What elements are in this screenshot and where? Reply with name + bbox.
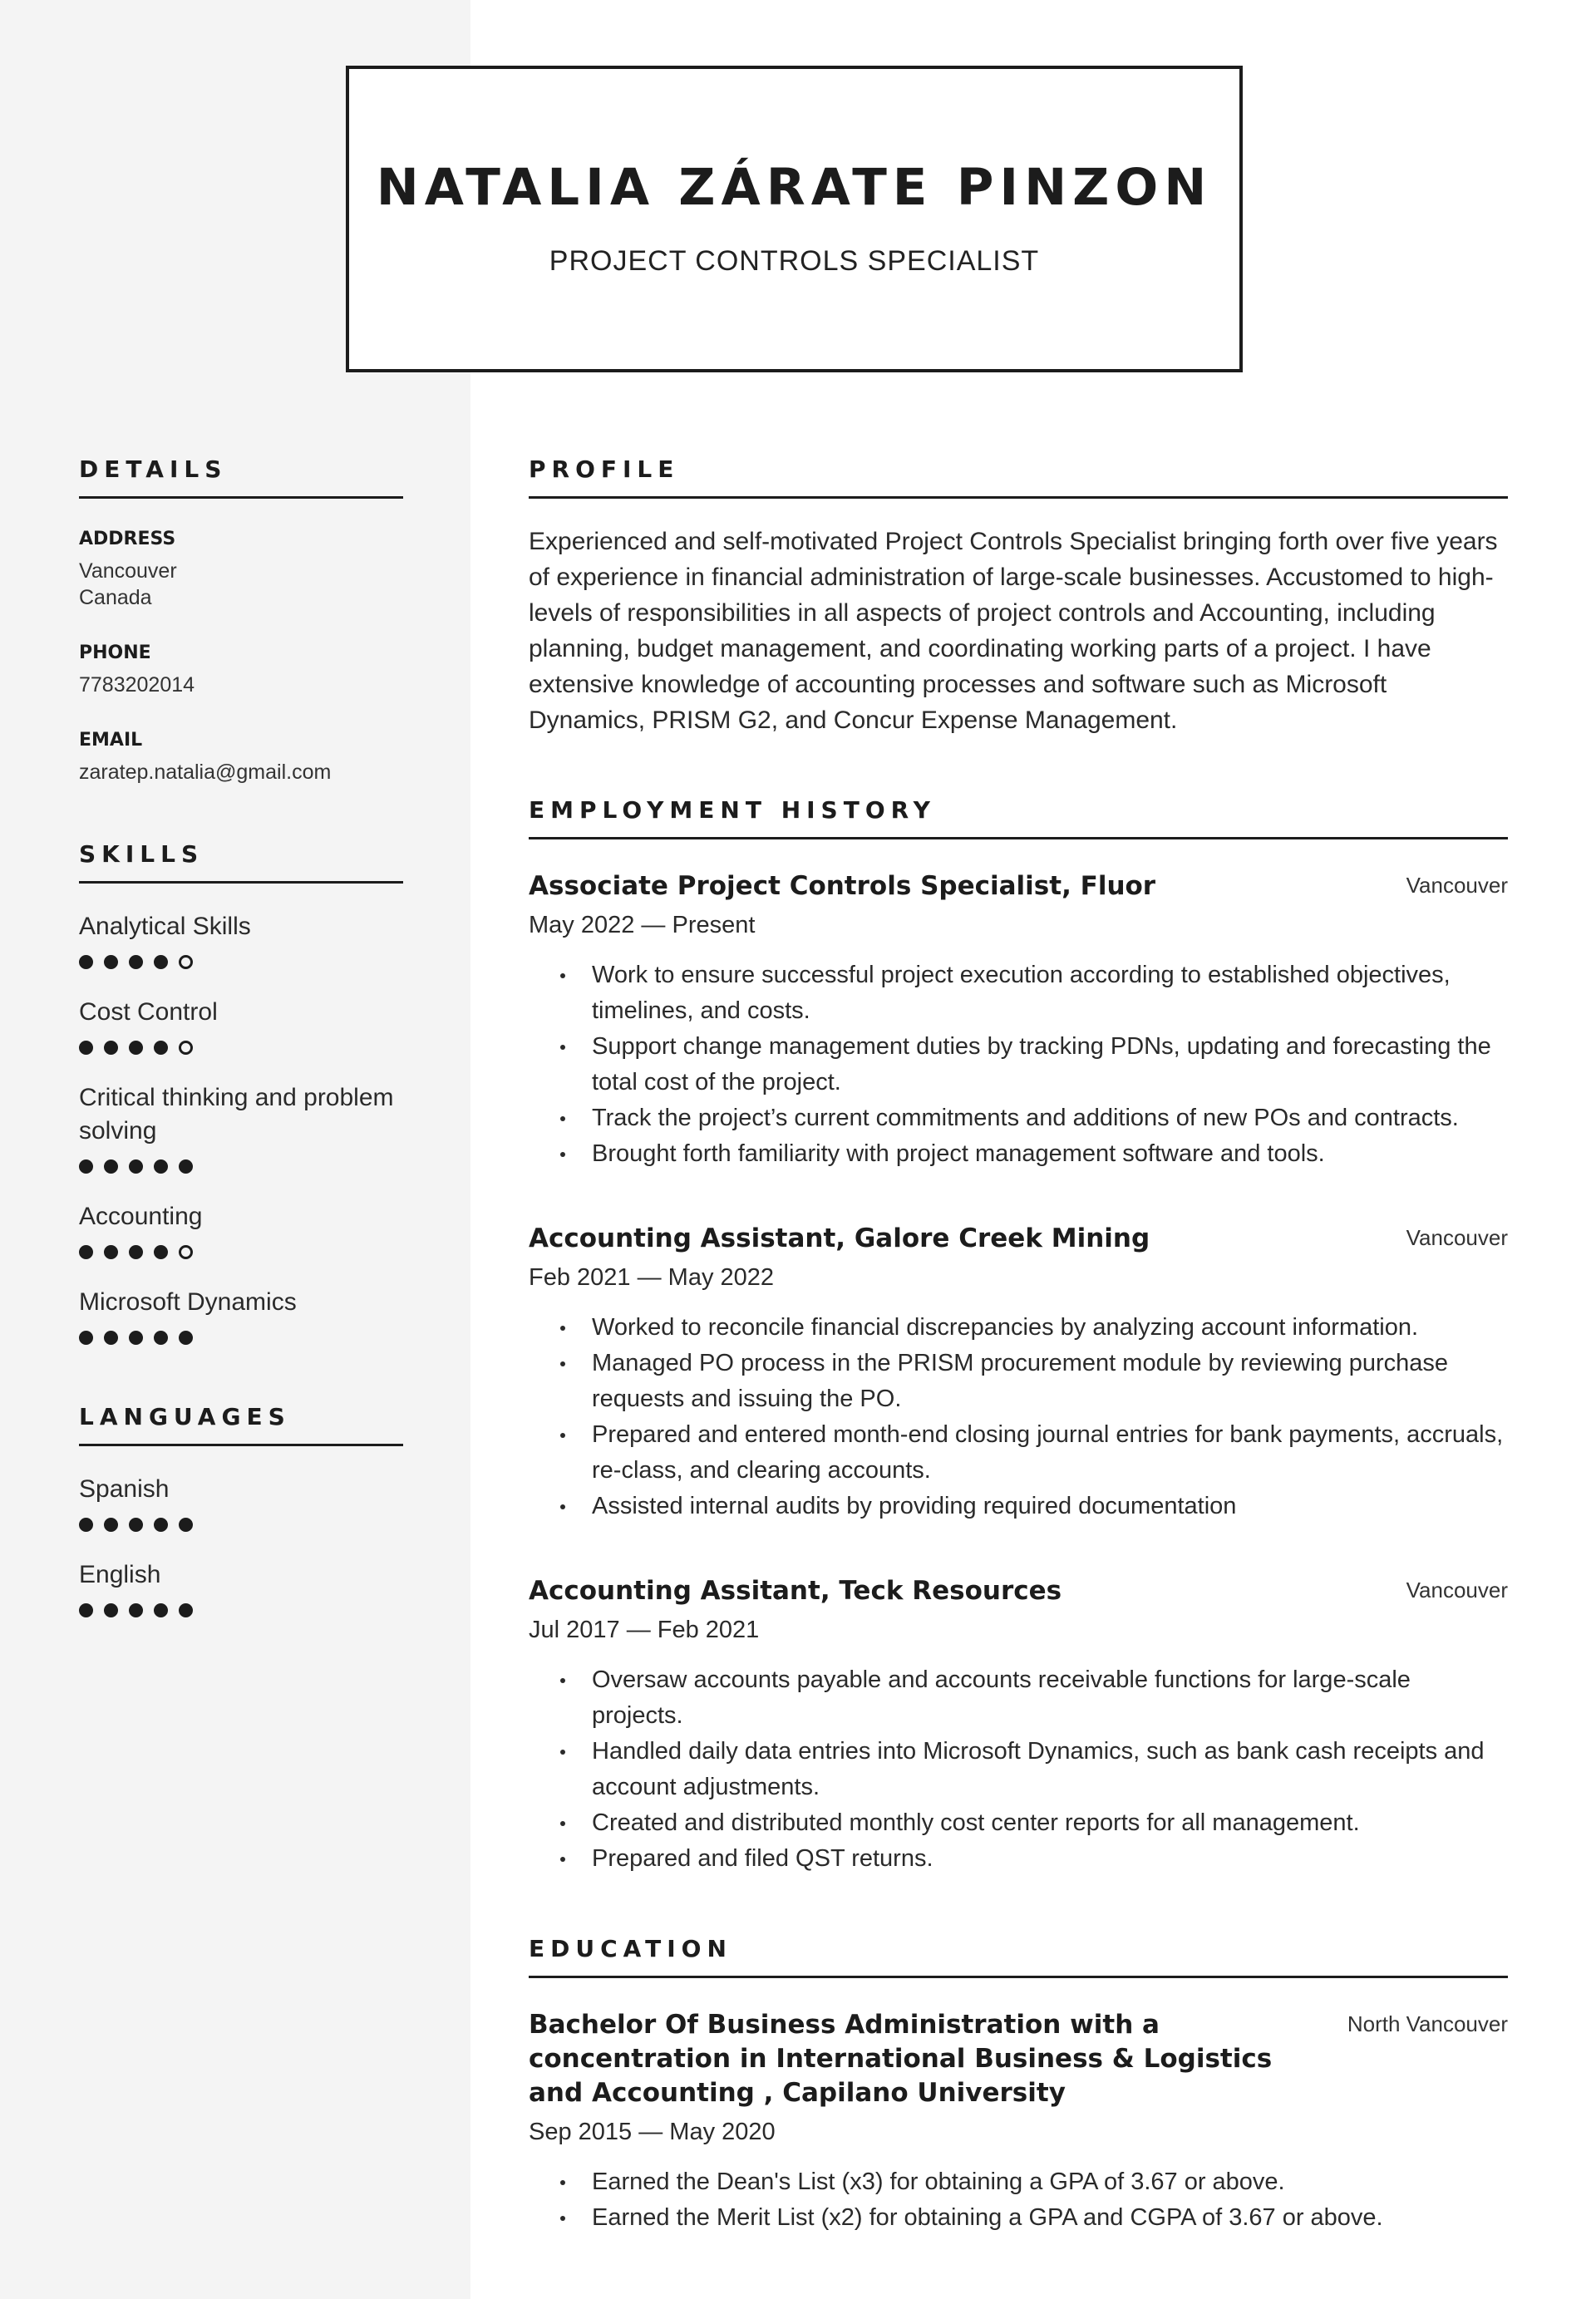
entry-title: Accounting Assistant, Galore Creek Mining <box>529 1223 1150 1253</box>
skill-item <box>79 1286 403 1345</box>
filled-dot-icon <box>154 1159 168 1174</box>
skills-heading: SKILLS <box>79 840 403 884</box>
entry <box>529 1574 1508 1877</box>
bullet-item: Assisted internal audits by providing required documentation <box>560 1489 1508 1524</box>
bullet-item: Worked to reconcile financial discrepancies by analyzing account information. <box>560 1310 1508 1346</box>
entry-bullets <box>529 1310 1508 1524</box>
entry-dates: Feb 2021 — May 2022 <box>529 1264 775 1291</box>
skill-name: Microsoft Dynamics <box>79 1288 297 1316</box>
filled-dot-icon <box>129 1518 143 1532</box>
entry-title: Accounting Assitant, Teck Resources <box>529 1576 1062 1606</box>
skill-name: Accounting <box>79 1203 203 1230</box>
bullet-item: Support change management duties by tracking PDNs, updating and forecasting the total cost of the project. <box>560 1029 1508 1100</box>
address-value <box>79 556 403 613</box>
entry-title: Bachelor Of Business Administration with a concentration in International Business & Logistics and Accounting , Capilano University <box>529 2010 1273 2108</box>
filled-dot-icon <box>104 1518 118 1532</box>
entry-bullets <box>529 958 1508 1172</box>
skill-item <box>79 1081 403 1174</box>
empty-dot-icon <box>179 1041 193 1055</box>
entry-location: Vancouver <box>1406 873 1508 898</box>
bullet-item: Brought forth familiarity with project management software and tools. <box>560 1136 1508 1172</box>
entry <box>529 2008 1508 2236</box>
rating-dots <box>79 1159 403 1174</box>
filled-dot-icon <box>104 1159 118 1174</box>
bullet-item: Prepared and entered month-end closing journal entries for bank payments, accruals, re-class, and clearing accounts. <box>560 1417 1508 1489</box>
bullet-item: Earned the Merit List (x2) for obtaining a GPA and CGPA of 3.67 or above. <box>560 2200 1508 2236</box>
entry-dates: May 2022 — Present <box>529 912 756 938</box>
filled-dot-icon <box>154 955 168 969</box>
filled-dot-icon <box>104 1041 118 1055</box>
education-heading: EDUCATION <box>529 1935 1508 1978</box>
entry-dates: Sep 2015 — May 2020 <box>529 2119 776 2145</box>
education-section <box>529 1935 1508 2236</box>
skill-item <box>79 996 403 1055</box>
employment-section <box>529 796 1508 1877</box>
filled-dot-icon <box>179 1518 193 1532</box>
sidebar <box>79 455 403 1617</box>
rating-dots <box>79 1518 403 1532</box>
filled-dot-icon <box>129 1603 143 1617</box>
skill-name: Critical thinking and problem solving <box>79 1084 394 1145</box>
bullet-item: Prepared and filed QST returns. <box>560 1841 1508 1877</box>
entry-location: Vancouver <box>1406 1578 1508 1602</box>
filled-dot-icon <box>104 955 118 969</box>
filled-dot-icon <box>79 955 93 969</box>
filled-dot-icon <box>104 1245 118 1259</box>
phone-value: 7783202014 <box>79 673 195 697</box>
entry-dates: Jul 2017 — Feb 2021 <box>529 1617 760 1643</box>
languages-heading: LANGUAGES <box>79 1403 403 1446</box>
entry-location: North Vancouver <box>1347 2011 1508 2036</box>
rating-dots <box>79 1603 403 1617</box>
filled-dot-icon <box>104 1331 118 1345</box>
empty-dot-icon <box>179 1245 193 1259</box>
entry-location: Vancouver <box>1406 1225 1508 1250</box>
rating-dots <box>79 955 403 969</box>
empty-dot-icon <box>179 955 193 969</box>
filled-dot-icon <box>79 1331 93 1345</box>
skill-item <box>79 1200 403 1259</box>
filled-dot-icon <box>154 1331 168 1345</box>
entry-bullets <box>529 2164 1508 2236</box>
rating-dots <box>79 1245 403 1259</box>
language-item <box>79 1558 403 1617</box>
filled-dot-icon <box>179 1331 193 1345</box>
address-line-1: Vancouver <box>79 559 177 583</box>
entry-header <box>529 1574 1508 1608</box>
entry-header <box>529 2008 1508 2110</box>
education-list <box>529 2008 1508 2236</box>
profile-text: Experienced and self-motivated Project Controls Specialist bringing forth over five years of experience in financial administration of large-scale businesses. Accustomed to high-levels of responsibilities in all aspects of project controls and Accounting, including planning, budget management, and coordinating working parts of a project. I have extensive knowledge of accounting processes and software such as Microsoft Dynamics, PRISM G2, and Concur Expense Management. <box>529 528 1498 734</box>
skills-list <box>79 910 403 1345</box>
skills-section <box>79 840 403 1345</box>
filled-dot-icon <box>79 1245 93 1259</box>
bullet-item: Managed PO process in the PRISM procurement module by reviewing purchase requests and issuing the PO. <box>560 1346 1508 1417</box>
address-label: ADDRESS <box>79 529 176 549</box>
bullet-item: Track the project’s current commitments and additions of new POs and contracts. <box>560 1100 1508 1136</box>
address-line-2: Canada <box>79 586 152 609</box>
language-name: English <box>79 1561 161 1588</box>
filled-dot-icon <box>129 1159 143 1174</box>
filled-dot-icon <box>129 955 143 969</box>
resume-header <box>346 66 1243 372</box>
filled-dot-icon <box>79 1518 93 1532</box>
rating-dots <box>79 1331 403 1345</box>
email-value[interactable]: zaratep.natalia@gmail.com <box>79 761 332 784</box>
entry <box>529 869 1508 1172</box>
filled-dot-icon <box>154 1041 168 1055</box>
entry-bullets <box>529 1662 1508 1877</box>
filled-dot-icon <box>129 1041 143 1055</box>
job-title: PROJECT CONTROLS SPECIALIST <box>549 245 1040 277</box>
language-item <box>79 1473 403 1532</box>
filled-dot-icon <box>79 1159 93 1174</box>
filled-dot-icon <box>154 1518 168 1532</box>
filled-dot-icon <box>154 1603 168 1617</box>
details-heading: DETAILS <box>79 455 403 499</box>
jobs-list <box>529 869 1508 1877</box>
skill-item <box>79 910 403 969</box>
filled-dot-icon <box>79 1041 93 1055</box>
bullet-item: Oversaw accounts payable and accounts receivable functions for large-scale projects. <box>560 1662 1508 1734</box>
email-label: EMAIL <box>79 730 143 751</box>
candidate-name: NATALIA ZÁRATE PINZON <box>376 158 1213 217</box>
languages-section <box>79 1403 403 1617</box>
filled-dot-icon <box>104 1603 118 1617</box>
employment-heading: EMPLOYMENT HISTORY <box>529 796 1508 839</box>
filled-dot-icon <box>129 1245 143 1259</box>
filled-dot-icon <box>154 1245 168 1259</box>
profile-heading: PROFILE <box>529 455 1508 499</box>
skill-name: Analytical Skills <box>79 913 251 940</box>
entry <box>529 1222 1508 1524</box>
entry-header <box>529 1222 1508 1256</box>
profile-section <box>529 455 1508 738</box>
bullet-item: Work to ensure successful project execution according to established objectives, timelines, and costs. <box>560 958 1508 1029</box>
filled-dot-icon <box>179 1159 193 1174</box>
main-content <box>529 455 1508 2236</box>
entry-header <box>529 869 1508 903</box>
filled-dot-icon <box>179 1603 193 1617</box>
bullet-item: Earned the Dean's List (x3) for obtaining a GPA of 3.67 or above. <box>560 2164 1508 2200</box>
languages-list <box>79 1473 403 1617</box>
bullet-item: Created and distributed monthly cost center reports for all management. <box>560 1805 1508 1841</box>
entry-title: Associate Project Controls Specialist, Fluor <box>529 871 1156 901</box>
skill-name: Cost Control <box>79 998 218 1026</box>
filled-dot-icon <box>79 1603 93 1617</box>
language-name: Spanish <box>79 1475 170 1503</box>
filled-dot-icon <box>129 1331 143 1345</box>
bullet-item: Handled daily data entries into Microsoft Dynamics, such as bank cash receipts and account adjustments. <box>560 1734 1508 1805</box>
rating-dots <box>79 1041 403 1055</box>
phone-label: PHONE <box>79 642 151 663</box>
